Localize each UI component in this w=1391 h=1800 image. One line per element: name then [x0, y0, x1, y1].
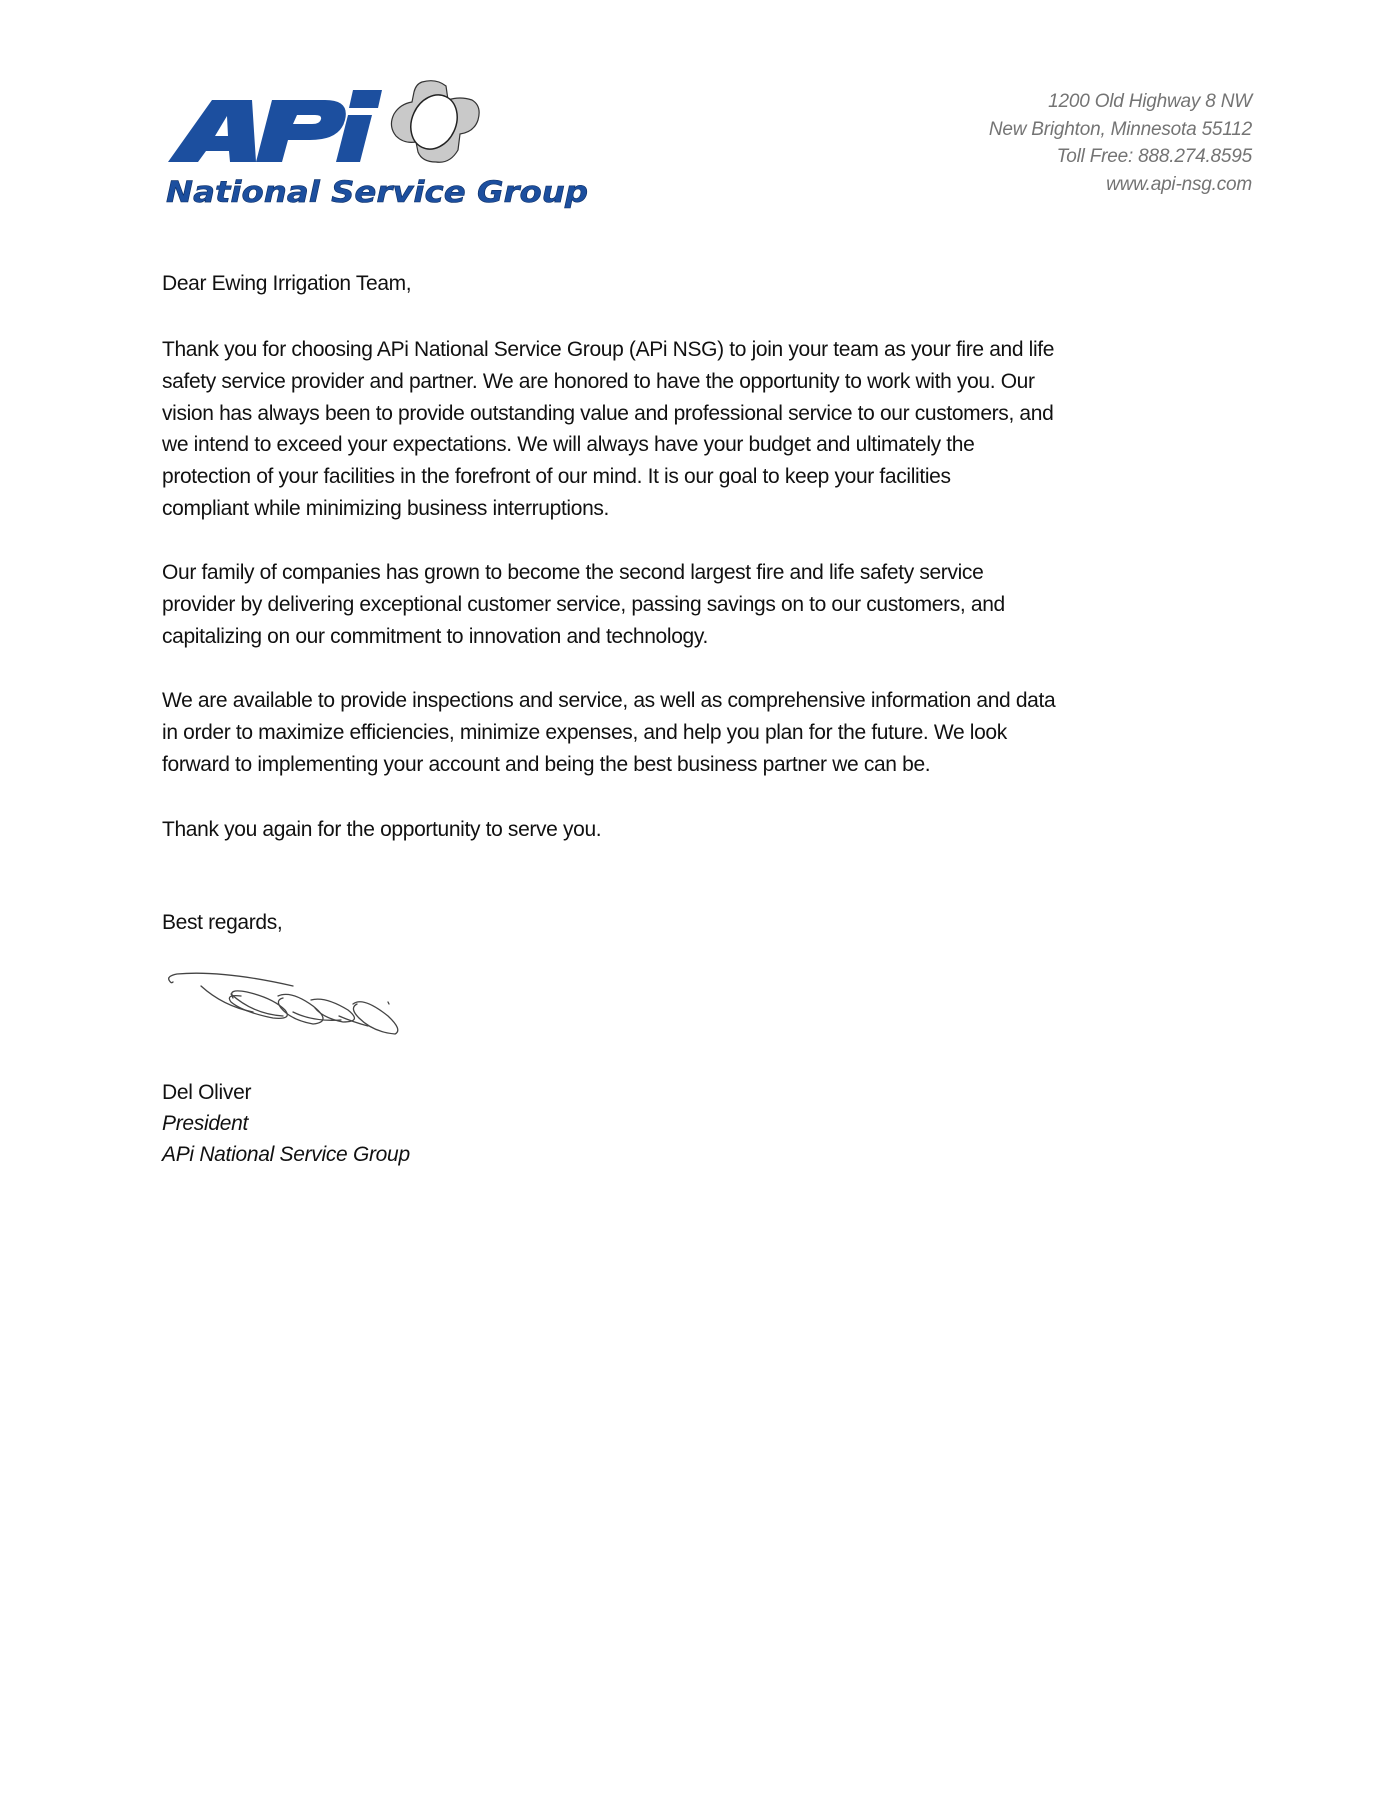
- handwritten-signature: [163, 966, 408, 1044]
- paragraph-line: we intend to exceed your expectations. We will always have your budget and ultimately the: [162, 433, 975, 457]
- paragraph-line: provider by delivering exceptional customer service, passing savings on to our customers, and: [162, 592, 1005, 616]
- logo-tagline: National Service Group: [166, 175, 588, 209]
- salutation: [162, 268, 411, 300]
- paragraph-line: forward to implementing your account and being the best business partner we can be.: [162, 752, 931, 776]
- paragraph-line: vision has always been to provide outstanding value and professional service to our customers, and: [162, 401, 1054, 425]
- paragraph-line: capitalizing on our commitment to innovation and technology.: [162, 624, 708, 648]
- address-phone: Toll Free: 888.274.8595: [1056, 146, 1252, 167]
- paragraph-line: protection of your facilities in the forefront of our mind. It is our goal to keep your facilities: [162, 465, 951, 489]
- salutation-text: Dear Ewing Irrigation Team,: [162, 272, 412, 295]
- signature-icon: [163, 966, 408, 1044]
- paragraph-line: in order to maximize efficiencies, minimize expenses, and help you plan for the future. We look: [162, 720, 1007, 744]
- address-website: www.api-nsg.com: [1106, 173, 1252, 195]
- signer-company: APi National Service Group: [162, 1143, 410, 1166]
- thanks-line: [162, 814, 601, 846]
- signer-title: President: [162, 1112, 249, 1135]
- paragraph-line: compliant while minimizing business interruptions.: [162, 496, 610, 520]
- signer-block: [162, 1077, 410, 1170]
- thanks-text: Thank you again for the opportunity to serve you.: [162, 818, 602, 841]
- paragraph-line: We are available to provide inspections and service, as well as comprehensive information and data: [162, 689, 1056, 712]
- company-address: [989, 88, 1252, 198]
- paragraph-line: Our family of companies has grown to become the second largest fire and life safety service: [162, 561, 984, 584]
- logo-wordmark: [168, 90, 382, 162]
- paragraph-line: safety service provider and partner. We are honored to have the opportunity to work with you. Our: [162, 369, 1035, 393]
- api-logo-graphic: [160, 78, 600, 210]
- closing-text: Best regards,: [162, 911, 283, 934]
- signer-name: Del Oliver: [162, 1081, 252, 1104]
- company-logo: [160, 78, 600, 210]
- paragraph-1: [162, 334, 1054, 525]
- closing: [162, 907, 282, 939]
- paragraph-line: Thank you for choosing APi National Service Group (APi NSG) to join your team as your fire and life: [162, 338, 1055, 361]
- paragraph-3: [162, 685, 1055, 780]
- address-street: 1200 Old Highway 8 NW: [1048, 91, 1252, 112]
- gear-cross-icon: [391, 81, 479, 163]
- address-city: New Brighton, Minnesota 55112: [988, 118, 1252, 140]
- paragraph-2: [162, 557, 1005, 652]
